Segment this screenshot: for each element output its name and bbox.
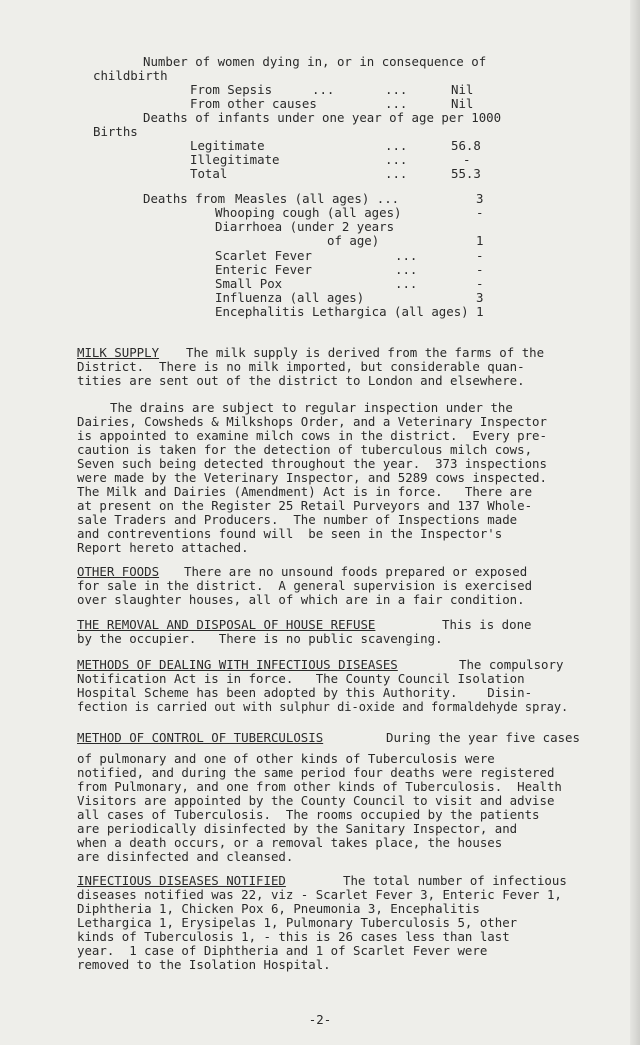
tuberculosis-line: Visitors are appointed by the County Council to visit and advise bbox=[77, 793, 555, 808]
foods-heading: OTHER FOODS bbox=[77, 564, 160, 579]
illegitimate-dots: ... bbox=[385, 152, 408, 167]
milk-para-line: sale Traders and Producers. The number of Inspections made bbox=[77, 512, 518, 527]
whooping-label: Whooping cough (all ages) bbox=[215, 205, 402, 220]
other-causes-label: From other causes bbox=[190, 96, 317, 111]
diarrhoea-label: Diarrhoea (under 2 years bbox=[215, 219, 395, 234]
enteric-label: Enteric Fever bbox=[215, 262, 312, 277]
sepsis-dots: ... bbox=[312, 82, 335, 97]
measles-value: 3 bbox=[476, 191, 484, 206]
notified-line: year. 1 case of Diphtheria and 1 of Scarlet Fever were bbox=[77, 943, 488, 958]
women-heading: Number of women dying in, or in consequence of bbox=[143, 54, 487, 69]
milk-para-line: and contreventions found will be seen in the Inspector's bbox=[77, 526, 503, 541]
milk-line-2: District. There is no milk imported, but considerable quan- bbox=[77, 359, 525, 374]
tuberculosis-line: of pulmonary and one of other kinds of Tuberculosis were bbox=[77, 751, 495, 766]
infectious-methods-line: The compulsory bbox=[459, 657, 564, 672]
legitimate-dots: ... bbox=[385, 138, 408, 153]
milk-para-line: The Milk and Dairies (Amendment) Act is in force. There are bbox=[77, 484, 533, 499]
total-dots: ... bbox=[385, 166, 408, 181]
notified-line: The total number of infectious bbox=[343, 873, 567, 888]
smallpox-value: - bbox=[476, 276, 484, 291]
notified-line: kinds of Tuberculosis 1, - this is 26 cases less than last bbox=[77, 929, 510, 944]
tuberculosis-line: from Pulmonary, and one from other kinds of Tuberculosis. Health bbox=[77, 779, 562, 794]
milk-para-line: were made by the Veterinary Inspector, and 5289 cows inspected. bbox=[77, 470, 547, 485]
legitimate-value: 56.8 bbox=[451, 138, 481, 153]
infectious-methods-line: fection is carried out with sulphur di-oxide and formaldehyde spray. bbox=[77, 700, 569, 714]
foods-line: for sale in the district. A general supervision is exercised bbox=[77, 578, 533, 593]
diarrhoea-value: 1 bbox=[476, 233, 484, 248]
scarlet-value: - bbox=[476, 248, 484, 263]
smallpox-label: Small Pox bbox=[215, 276, 283, 291]
notified-line: Diphtheria 1, Chicken Pox 6, Pneumonia 3, Encephalitis bbox=[77, 901, 480, 916]
enteric-dots: ... bbox=[395, 262, 418, 277]
refuse-line: by the occupier. There is no public scavenging. bbox=[77, 631, 443, 646]
milk-para-line: Report hereto attached. bbox=[77, 540, 249, 555]
encephalitis-label: Encephalitis Lethargica (all ages) 1 bbox=[215, 304, 484, 319]
sepsis-label: From Sepsis bbox=[190, 82, 273, 97]
smallpox-dots: ... bbox=[395, 276, 418, 291]
infectious-methods-line: Notification Act is in force. The County Council Isolation bbox=[77, 671, 525, 686]
whooping-value: - bbox=[476, 205, 484, 220]
infant-heading-cont: Births bbox=[93, 124, 138, 139]
tuberculosis-line: notified, and during the same period four deaths were registered bbox=[77, 765, 555, 780]
tuberculosis-line: when a death occurs, or a removal takes place, the houses bbox=[77, 835, 503, 850]
total-label: Total bbox=[190, 166, 228, 181]
milk-line-1: The milk supply is derived from the farms of the bbox=[186, 345, 545, 360]
influenza-label: Influenza (all ages) bbox=[215, 290, 365, 305]
refuse-line: This is done bbox=[442, 617, 532, 632]
other-causes-dots: ... bbox=[385, 96, 408, 111]
page-edge bbox=[630, 0, 640, 1045]
milk-para-line: Seven such being detected throughout the year. 373 inspections bbox=[77, 456, 547, 471]
milk-heading: MILK SUPPLY bbox=[77, 345, 160, 360]
measles-label: Measles (all ages) ... bbox=[235, 191, 400, 206]
tuberculosis-line: are disinfected and cleansed. bbox=[77, 849, 294, 864]
milk-para-line: at present on the Register 25 Retail Purveyors and 137 Whole- bbox=[77, 498, 533, 513]
illegitimate-value: - bbox=[463, 152, 471, 167]
tuberculosis-line: all cases of Tuberculosis. The rooms occupied by the patients bbox=[77, 807, 540, 822]
sepsis-dots-2: ... bbox=[385, 82, 408, 97]
milk-para-line: Dairies, Cowsheds & Milkshops Order, and a Veterinary Inspector bbox=[77, 414, 547, 429]
foods-line: There are no unsound foods prepared or exposed bbox=[184, 564, 528, 579]
notified-line: removed to the Isolation Hospital. bbox=[77, 957, 331, 972]
tuberculosis-line: are periodically disinfected by the Sanitary Inspector, and bbox=[77, 821, 518, 836]
infant-heading: Deaths of infants under one year of age per 1000 bbox=[143, 110, 502, 125]
scarlet-label: Scarlet Fever bbox=[215, 248, 312, 263]
notified-line: diseases notified was 22, viz - Scarlet Fever 3, Enteric Fever 1, bbox=[77, 887, 562, 902]
milk-para-line: caution is taken for the detection of tuberculous milch cows, bbox=[77, 442, 533, 457]
total-value: 55.3 bbox=[451, 166, 481, 181]
illegitimate-label: Illegitimate bbox=[190, 152, 280, 167]
foods-line: over slaughter houses, all of which are in a fair condition. bbox=[77, 592, 525, 607]
tuberculosis-line: During the year five cases bbox=[386, 730, 580, 745]
tuberculosis-heading: METHOD OF CONTROL OF TUBERCULOSIS bbox=[77, 730, 324, 745]
deaths-from-label: Deaths from bbox=[143, 191, 226, 206]
refuse-heading: THE REMOVAL AND DISPOSAL OF HOUSE REFUSE bbox=[77, 617, 376, 632]
milk-para-line: is appointed to examine milch cows in the district. Every pre- bbox=[77, 428, 547, 443]
diarrhoea-label-cont: of age) bbox=[327, 233, 380, 248]
milk-para-line: The drains are subject to regular inspection under the bbox=[110, 400, 513, 415]
sepsis-value: Nil bbox=[451, 82, 474, 97]
infectious-methods-heading: METHODS OF DEALING WITH INFECTIOUS DISEASES bbox=[77, 657, 398, 672]
other-causes-value: Nil bbox=[451, 96, 474, 111]
milk-line-3: tities are sent out of the district to London and elsewhere. bbox=[77, 373, 525, 388]
enteric-value: - bbox=[476, 262, 484, 277]
notified-line: Lethargica 1, Erysipelas 1, Pulmonary Tuberculosis 5, other bbox=[77, 915, 518, 930]
page-number: -2- bbox=[308, 1012, 332, 1027]
infectious-methods-line: Hospital Scheme has been adopted by this Authority. Disin- bbox=[77, 685, 533, 700]
scarlet-dots: ... bbox=[395, 248, 418, 263]
notified-heading: INFECTIOUS DISEASES NOTIFIED bbox=[77, 873, 286, 888]
influenza-value: 3 bbox=[476, 290, 484, 305]
women-heading-cont: childbirth bbox=[93, 68, 168, 83]
legitimate-label: Legitimate bbox=[190, 138, 265, 153]
